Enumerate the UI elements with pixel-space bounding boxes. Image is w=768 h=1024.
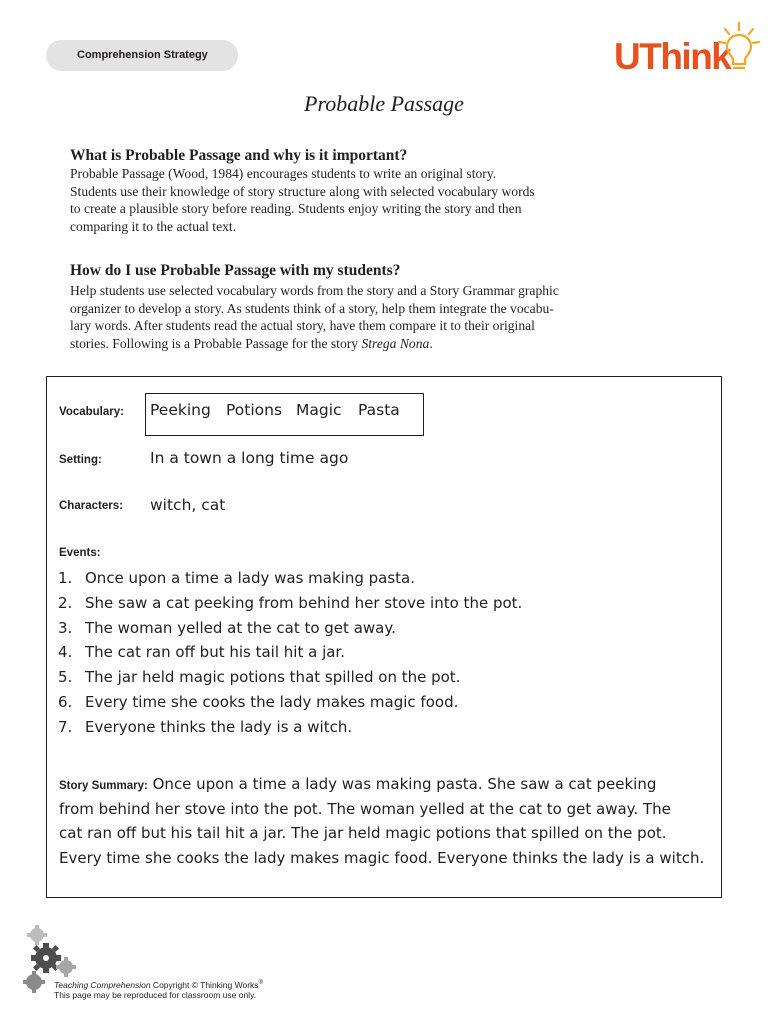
summary-text: Once upon a time a lady was making pasta. She saw a cat peeking <box>152 775 657 793</box>
uthink-logo <box>612 20 762 80</box>
section1-paragraph <box>70 165 710 235</box>
vocab-word: Peeking <box>150 401 211 419</box>
vocab-word: Potions <box>226 401 283 419</box>
section1-line: comparing it to the actual text. <box>70 218 237 234</box>
comprehension-strategy-tag: Comprehension Strategy <box>46 40 238 71</box>
summary-line <box>59 774 656 796</box>
event-item <box>58 667 460 687</box>
section2-line: Help students use selected vocabulary words from the story and a Story Grammar graphic <box>70 283 559 298</box>
book-title: Strega Nona <box>361 335 430 351</box>
setting-value: In a town a long time ago <box>150 449 349 467</box>
event-number: 7. <box>58 718 73 736</box>
vocabulary-label: Vocabulary: <box>59 406 124 418</box>
event-text: Once upon a time a lady was making pasta. <box>85 569 416 587</box>
lightbulb-icon <box>716 20 762 78</box>
event-number: 5. <box>58 668 73 686</box>
characters-label: Characters: <box>59 500 123 512</box>
event-item <box>58 717 352 737</box>
footer-note: This page may be reproduced for classroom use only. <box>54 990 257 1000</box>
section2-paragraph <box>70 282 710 352</box>
logo-wordmark: UThink <box>614 36 731 77</box>
event-text: The woman yelled at the cat to get away. <box>85 619 396 637</box>
event-item <box>58 618 396 638</box>
characters-value: witch, cat <box>150 496 226 514</box>
footer-book-title: Teaching Comprehension <box>54 979 151 990</box>
event-number: 4. <box>58 643 73 661</box>
summary-label: Story Summary: <box>59 780 148 792</box>
vocab-word: Magic <box>296 401 342 419</box>
event-number: 3. <box>58 619 73 637</box>
summary-line: Every time she cooks the lady makes magic food. Everyone thinks the lady is a witch. <box>59 849 705 867</box>
section1-line: to create a plausible story before reading. Students enjoy writing the story and then <box>70 201 522 216</box>
vocab-word: Pasta <box>358 401 400 419</box>
setting-label: Setting: <box>59 454 102 466</box>
event-text: She saw a cat peeking from behind her stove into the pot. <box>85 594 523 612</box>
event-text: The jar held magic potions that spilled on the pot. <box>85 668 461 686</box>
section2-last-prefix: stories. Following is a Probable Passage for the story <box>70 335 362 351</box>
page-title: Probable Passage <box>304 91 464 116</box>
event-item <box>58 568 415 588</box>
section2-heading: How do I use Probable Passage with my students? <box>70 262 401 279</box>
footer-copyright-text: Copyright © Thinking Works <box>150 979 259 990</box>
event-item <box>58 642 345 662</box>
section1-line: Probable Passage (Wood, 1984) encourages students to write an original story. <box>70 166 497 181</box>
section2-last-suffix: . <box>429 335 433 351</box>
section2-line: organizer to develop a story. As students think of a story, help them integrate the vocabu- <box>70 300 554 316</box>
registered-mark: ® <box>258 980 263 986</box>
summary-line: cat ran off but his tail hit a jar. The jar held magic potions that spilled on the pot. <box>59 824 667 842</box>
events-label: Events: <box>59 547 101 559</box>
summary-line: from behind her stove into the pot. The woman yelled at the cat to get away. The <box>59 800 671 818</box>
event-number: 2. <box>58 594 73 612</box>
section1-heading: What is Probable Passage and why is it important? <box>70 147 408 164</box>
section2-line: lary words. After students read the actual story, have them compare it to their original <box>70 318 535 333</box>
section1-line: Students use their knowledge of story structure along with selected vocabulary words <box>70 183 535 199</box>
event-text: The cat ran off but his tail hit a jar. <box>85 643 345 661</box>
section2-line <box>70 335 710 353</box>
event-text: Every time she cooks the lady makes magic food. <box>85 693 459 711</box>
event-text: Everyone thinks the lady is a witch. <box>85 718 353 736</box>
event-item <box>58 692 458 712</box>
event-number: 6. <box>58 693 73 711</box>
event-item <box>58 593 522 613</box>
footer-copyright <box>54 978 263 991</box>
event-number: 1. <box>58 569 73 587</box>
